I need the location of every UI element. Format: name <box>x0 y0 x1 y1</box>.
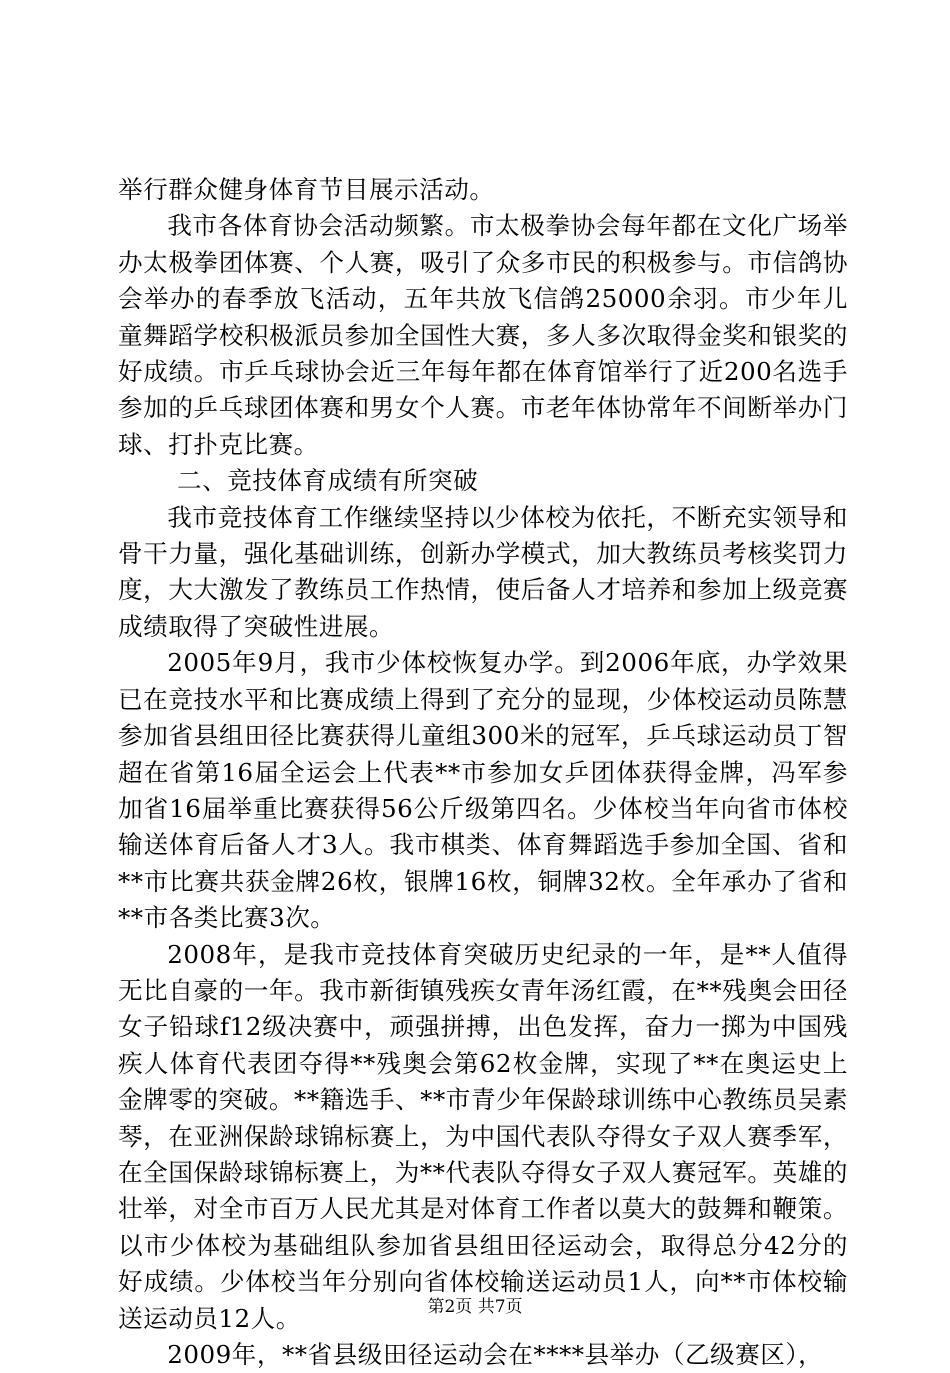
paragraph-2005: 2005年9月，我市少体校恢复办学。到2006年底，办学效果已在竞技水平和比赛成绩上得到了充分的显现，少体校运动员陈慧参加省县组田径比赛获得儿童组300米的冠军，乒乓球运动员丁智超在省第16届全运会上代表**市参加女乒团体获得金牌，冯军参加省16届举重比赛获得56公斤级第四名。少体校当年向省市体校输送体育后备人才3人。我市棋类、体育舞蹈选手参加全国、省和**市比赛共获金牌26枚，银牌16枚，铜牌32枚。全年承办了省和**市各类比赛3次。 <box>118 648 848 933</box>
page-number: 第2页 共7页 <box>427 1297 523 1317</box>
paragraph-competitive-sports-work: 我市竞技体育工作继续坚持以少体校为依托，不断充实领导和骨干力量，强化基础训练，创新办学模式，加大教练员考核奖罚力度，大大激发了教练员工作热情，使后备人才培养和参加上级竞赛成绩取得了突破性进展。 <box>118 502 848 641</box>
document-body <box>118 172 848 1373</box>
paragraph-continuation: 举行群众健身体育节目展示活动。 <box>118 175 495 204</box>
paragraph-2009: 2009年，**省县级田径运动会在****县举办（乙级赛区）， <box>167 1340 824 1369</box>
section-heading-competitive-sports: 二、竞技体育成绩有所突破 <box>177 466 479 496</box>
paragraph-2008: 2008年，是我市竞技体育突破历史纪录的一年，是**人值得无比自豪的一年。我市新街镇残疾女青年汤红霞，在**残奥会田径女子铅球f12级决赛中，顽强拼搏，出色发挥，奋力一掷为中国残疾人体育代表团夺得**残奥会第62枚金牌，实现了**在奥运史上金牌零的突破。**籍选手、**市青少年保龄球训练中心教练员吴素琴，在亚洲保龄球锦标赛上，为中国代表队夺得女子双人赛季军，在全国保龄球锦标赛上，为**代表队夺得女子双人赛冠军。英雄的壮举，对全市百万人民尤其是对体育工作者以莫大的鼓舞和鞭策。以市少体校为基础组队参加省县组田径运动会，取得总分42分的好成绩。少体校当年分别向省体校输送运动员1人，向**市体校输送运动员12人。 <box>118 939 848 1333</box>
paragraph-sports-associations: 我市各体育协会活动频繁。市太极拳协会每年都在文化广场举办太极拳团体赛、个人赛，吸引了众多市民的积极参与。市信鸽协会举办的春季放飞活动，五年共放飞信鸽25000余羽。市少年儿童舞蹈学校积极派员参加全国性大赛，多人多次取得金奖和银奖的好成绩。市乒乓球协会近三年每年都在体育馆举行了近200名选手参加的乒乓球团体赛和男女个人赛。市老年体协常年不间断举办门球、打扑克比赛。 <box>118 211 848 459</box>
page-footer <box>0 1296 950 1318</box>
